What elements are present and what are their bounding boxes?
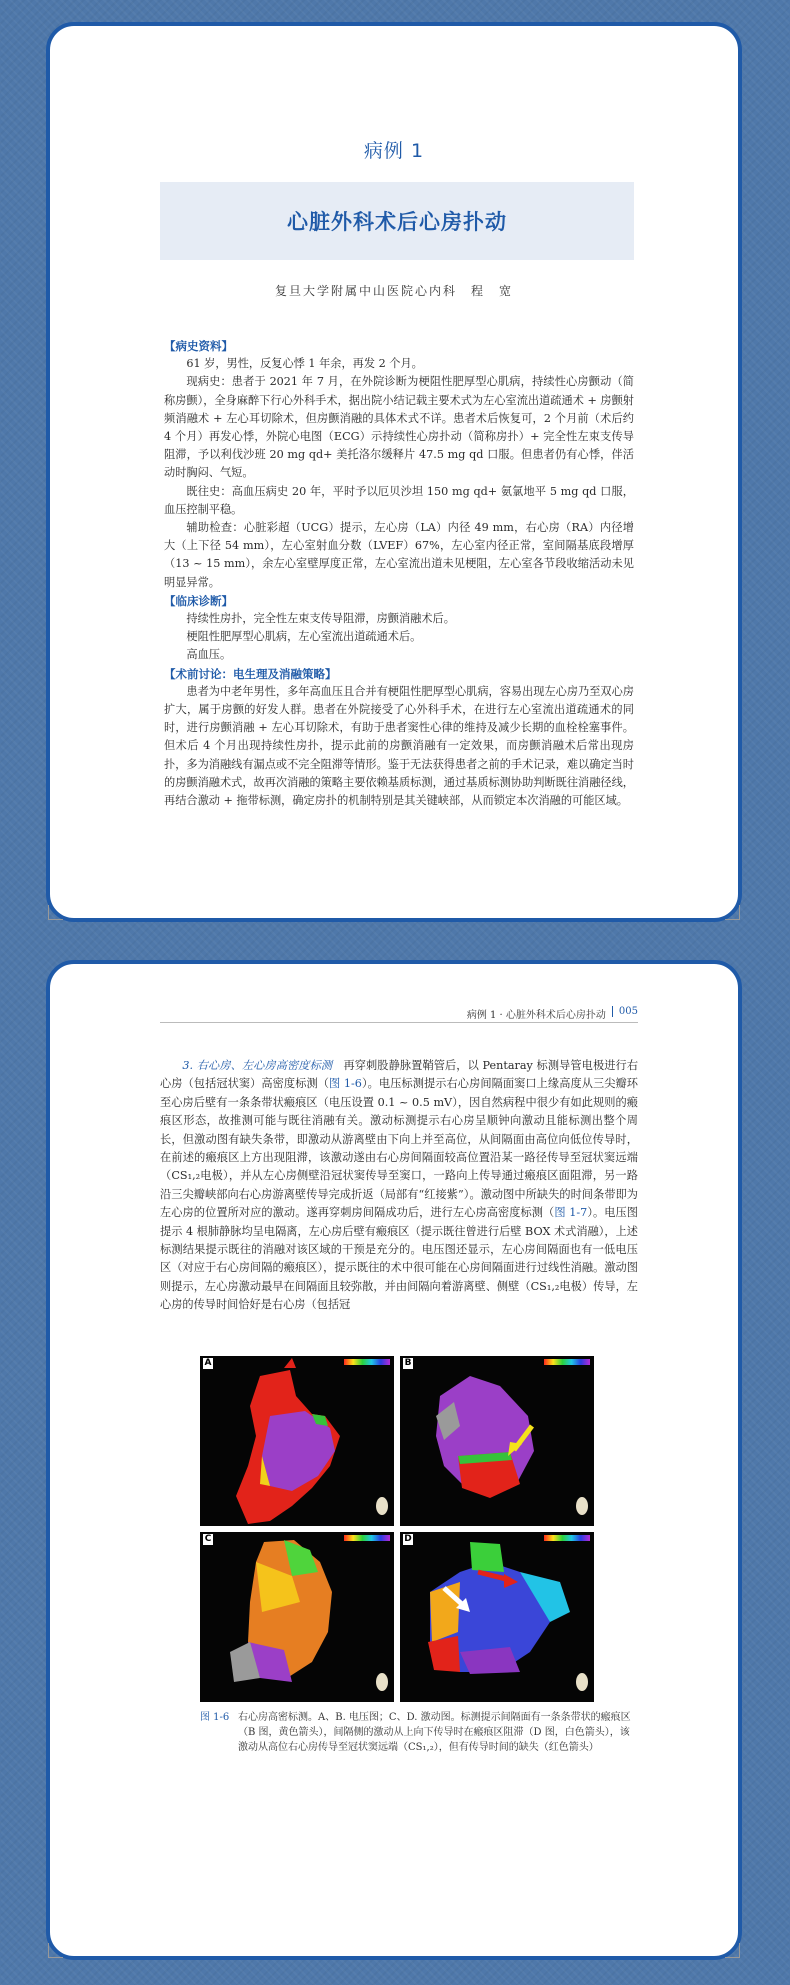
section-heading: 【术前讨论：电生理及消融策略】 [164, 666, 337, 681]
figure-panel-c [200, 1532, 394, 1702]
page-card-2 [46, 960, 742, 1960]
page-card-1 [46, 22, 742, 922]
voltage-map-image [400, 1356, 594, 1526]
text-run: 再穿刺股静脉置鞘管后，以 Pentaray 标测导管电极进行右心房（包括冠状窦）高密度标测（ [160, 1059, 639, 1091]
caption-text: 右心房高密标测。A、B. 电压图；C、D. 激动图。标测提示间隔面有一条条带状的瘢痕区（B 图，黄色箭头），间隔侧的激动从上向下传导时在瘢痕区阻滞（D 图，白色箭头），该激动从高位右心房传导至冠状窦远端（CS₁,₂），但有传导时间的缺失（红色箭头） [238, 1712, 631, 1753]
figure-reference-link[interactable]: 图 1-6 [329, 1077, 362, 1091]
paragraph: 既往史：高血压病史 20 年，平时予以厄贝沙坦 150 mg qd+ 氨氯地平 5 mg qd 口服，血压控制平稳。 [164, 484, 634, 516]
section-heading: 【临床诊断】 [164, 593, 233, 608]
page-number: 005 [612, 1006, 638, 1017]
panel-label: A [204, 1358, 212, 1368]
case-number: 病例 1 [363, 140, 425, 162]
text-run: ）。电压图提示 4 根肺静脉均呈电隔离，左心房后壁有瘢痕区（提示既往曾进行后壁 BOX 术式消融），上述标测结果提示既往的消融对该区域的干预是充分的。电压图还显示，左心房间隔面也有一低电压区（对应于右心房间隔的瘢痕区），提示既往的术中很可能在心房间隔面进行过线性消融。激动图则提示，左心房激动最早在间隔面且较弥散，并由间隔向着游离壁、侧壁（CS₁,₂电极）传导，左心房的传导时间恰好是右心房（包括冠 [160, 1206, 638, 1312]
text-run: ）。电压标测提示右心房间隔面窦口上缘高度从三尖瓣环至心房后壁有一条条带状瘢痕区（电压设置 0.1 ~ 0.5 mV），因自然病程中很少有如此规则的瘢痕区形态，故推测可能与既往消融有关。激动标测提示右心房呈顺钟向激动且能标测出整个周长，但激动图有缺失条带，即激动从游离壁由下向上并至高位，从间隔面由高位向低位传导时，在前述的瘢痕区上方出现阻滞，该激动遂由右心房间隔面较高位置沿某一路径传导至冠状窦远端（CS₁,₂电极），并从左心房侧壁沿冠状窦传导至窦口，一路向上传导通过瘢痕区面阻滞，另一路沿三尖瓣峡部向右心房游离壁传导完成折返（局部有“红接紫”）。激动图中所缺失的时间条带即为左心房的位置所对应的激动。遂再穿刺房间隔成功后，进行左心房高密度标测（ [160, 1077, 638, 1220]
figure-reference-link[interactable]: 图 1-7 [554, 1206, 588, 1220]
paragraph: 61 岁，男性，反复心悸 1 年余，再发 2 个月。 [186, 357, 423, 371]
activation-map-image [200, 1532, 394, 1702]
running-header [160, 1006, 638, 1023]
crop-mark [725, 905, 740, 920]
author-line: 复旦大学附属中山医院心内科 程 宽 [274, 284, 513, 298]
title-banner [160, 182, 634, 260]
crop-mark [725, 1943, 740, 1958]
figure-1-6 [200, 1356, 594, 1702]
figure-panel-b [400, 1356, 594, 1526]
panel-label: B [404, 1358, 412, 1368]
page-title: 心脏外科术后心房扑动 [287, 210, 507, 234]
figure-panel-d [400, 1532, 594, 1702]
running-header-title: 病例 1 · 心脏外科术后心房扑动 [466, 1010, 606, 1021]
activation-map-image [400, 1532, 594, 1702]
subsection-heading: 3. 右心房、左心房高密度标测 [182, 1059, 333, 1072]
paragraph: 高血压。 [186, 648, 232, 662]
crop-mark [48, 905, 63, 920]
paragraph: 现病史：患者于 2021 年 7 月，在外院诊断为梗阻性肥厚型心肌病，持续性心房颤动（简称房颤），全身麻醉下行心外科手术，据出院小结记载主要术式为左心室流出道疏通术 + 房颤射频消融术 + 左心耳切除术，但房颤消融的具体术式不详。患者术后恢复可，2 个月前（术后约 4 个月）再发心悸，外院心电图（ECG）示持续性心房扑动（简称房扑）+ 完全性左束支传导阻滞，予以利伐沙班 20 mg qd+ 美托洛尔缓释片 47.5 mg qd 口服。但患者仍有心悸，伴活动时胸闷、气短。 [164, 375, 634, 480]
paragraph: 辅助检查：心脏彩超（UCG）提示，左心房（LA）内径 49 mm，右心房（RA）内径增大（上下径 54 mm），左心室射血分数（LVEF）67%，左心室内径正常，室间隔基底段增厚（13 ~ 15 mm），余左心室壁厚度正常，左心室流出道未见梗阻，左心室各节段收缩活动未见明显异常。 [164, 521, 634, 589]
panel-label: D [404, 1534, 412, 1544]
panel-label: C [204, 1534, 212, 1544]
crop-mark [48, 1943, 63, 1958]
figure-caption [200, 1710, 638, 1755]
caption-number: 图 1-6 [200, 1712, 230, 1723]
figure-panel-a [200, 1356, 394, 1526]
paragraph: 患者为中老年男性，多年高血压且合并有梗阻性肥厚型心肌病，容易出现左心房乃至双心房扩大，属于房颤的好发人群。患者在外院接受了心外科手术，在进行左心室流出道疏通术的同时，进行房颤消融 + 左心耳切除术，有助于患者窦性心律的维持及减少长期的血栓栓塞事件。但术后 4 个月出现持续性房扑，提示此前的房颤消融有一定效果，而房颤消融术后常出现房扑，多为消融线有漏点或不完全阻滞等情形。鉴于无法获得患者之前的手术记录，难以确定当时的房颤消融术式，故再次消融的策略主要依赖基质标测，通过基质标测协助判断既往消融径线，再结合激动 + 拖带标测，确定房扑的机制特别是其关键峡部，从而锁定本次消融的可能区域。 [164, 684, 634, 808]
paragraph: 持续性房扑，完全性左束支传导阻滞，房颤消融术后。 [186, 612, 455, 626]
section-heading: 【病史资料】 [164, 339, 233, 353]
case-body [164, 337, 634, 810]
paragraph: 梗阻性肥厚型心肌病，左心室流出道疏通术后。 [186, 630, 422, 644]
body-text [160, 1057, 638, 1315]
paragraph [160, 1057, 638, 1315]
voltage-map-image [200, 1356, 394, 1526]
